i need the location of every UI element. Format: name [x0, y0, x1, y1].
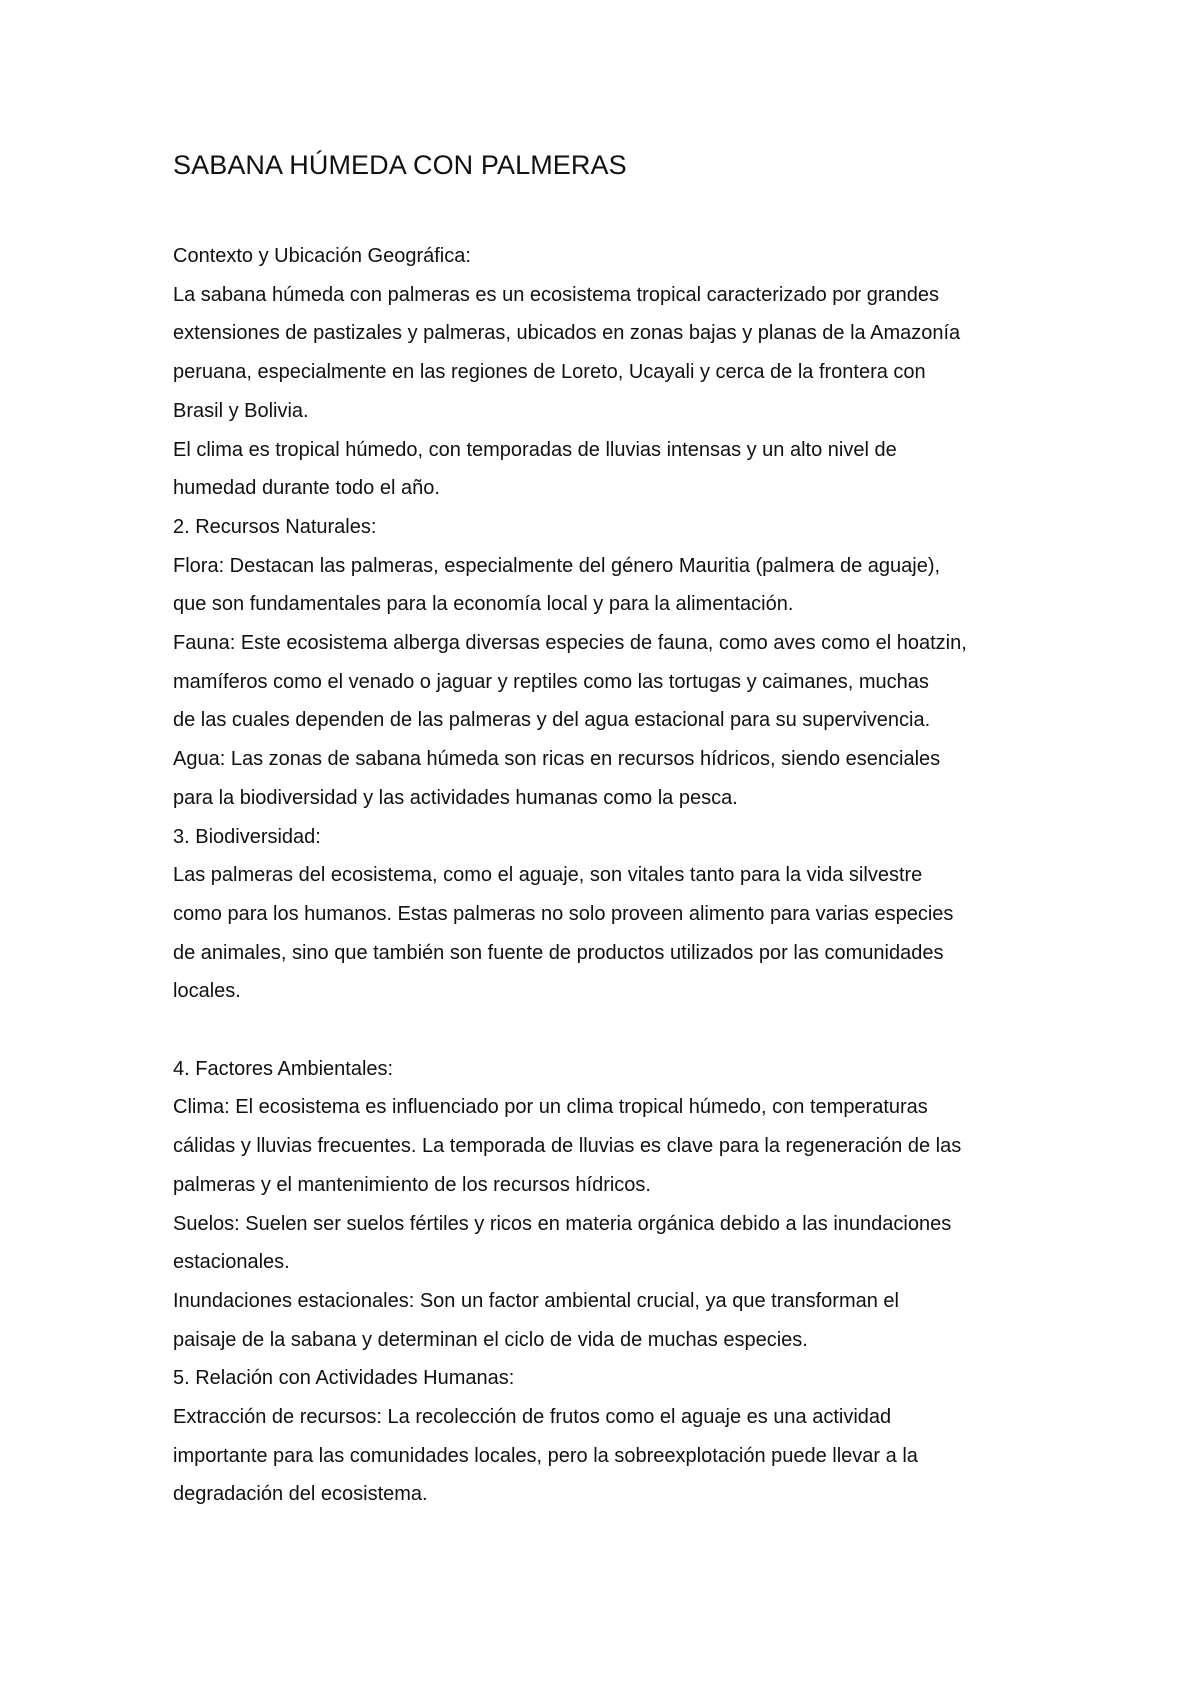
body-line: Flora: Destacan las palmeras, especialmente del género Mauritia (palmera de aguaje), — [173, 554, 941, 577]
body-line: cálidas y lluvias frecuentes. La temporada de lluvias es clave para la regeneración de las — [173, 1135, 962, 1158]
body-line: paisaje de la sabana y determinan el ciclo de vida de muchas especies. — [173, 1328, 808, 1351]
body-line: peruana, especialmente en las regiones de Loreto, Ucayali y cerca de la frontera con — [173, 361, 926, 384]
body-line: La sabana húmeda con palmeras es un ecosistema tropical caracterizado por grandes — [173, 283, 939, 306]
body-line: Las palmeras del ecosistema, como el aguaje, son vitales tanto para la vida silvestre — [173, 864, 923, 887]
document-body — [173, 237, 1053, 1514]
body-line: que son fundamentales para la economía local y para la alimentación. — [173, 593, 794, 616]
section-heading: 5. Relación con Actividades Humanas: — [173, 1367, 515, 1390]
body-line: importante para las comunidades locales, pero la sobreexplotación puede llevar a la — [173, 1444, 918, 1467]
body-line: Clima: El ecosistema es influenciado por un clima tropical húmedo, con temperaturas — [173, 1096, 928, 1119]
body-line: para la biodiversidad y las actividades humanas como la pesca. — [173, 786, 738, 809]
section-heading: 3. Biodiversidad: — [173, 825, 321, 848]
body-line: Contexto y Ubicación Geográfica: — [173, 245, 471, 267]
body-line: como para los humanos. Estas palmeras no solo proveen alimento para varias especies — [173, 902, 954, 925]
body-line: humedad durante todo el año. — [173, 477, 440, 500]
body-line: Fauna: Este ecosistema alberga diversas especies de fauna, como aves como el hoatzin, — [173, 632, 967, 655]
body-line: palmeras y el mantenimiento de los recursos hídricos. — [173, 1173, 651, 1196]
body-line: degradación del ecosistema. — [173, 1483, 428, 1506]
body-line: extensiones de pastizales y palmeras, ubicados en zonas bajas y planas de la Amazonía — [173, 322, 961, 345]
section-heading: 2. Recursos Naturales: — [173, 515, 377, 538]
body-line: Brasil y Bolivia. — [173, 399, 309, 422]
document-content — [173, 145, 1053, 1514]
section-heading: 4. Factores Ambientales: — [173, 1057, 394, 1080]
body-line: mamíferos como el venado o jaguar y reptiles como las tortugas y caimanes, muchas — [173, 670, 929, 693]
blank-line — [173, 1011, 1053, 1050]
body-line: de las cuales dependen de las palmeras y del agua estacional para su supervivencia. — [173, 709, 931, 732]
body-line: estacionales. — [173, 1251, 290, 1274]
body-line: locales. — [173, 980, 241, 1003]
document-title: SABANA HÚMEDA CON PALMERAS — [173, 150, 627, 180]
body-line: de animales, sino que también son fuente de productos utilizados por las comunidades — [173, 941, 944, 964]
body-line: Extracción de recursos: La recolección de frutos como el aguaje es una actividad — [173, 1406, 892, 1429]
body-line: El clima es tropical húmedo, con temporadas de lluvias intensas y un alto nivel de — [173, 438, 897, 461]
body-line: Inundaciones estacionales: Son un factor ambiental crucial, ya que transforman el — [173, 1289, 899, 1312]
body-line: Agua: Las zonas de sabana húmeda son ricas en recursos hídricos, siendo esenciales — [173, 748, 941, 771]
body-line: Suelos: Suelen ser suelos fértiles y ricos en materia orgánica debido a las inundaciones — [173, 1212, 952, 1235]
